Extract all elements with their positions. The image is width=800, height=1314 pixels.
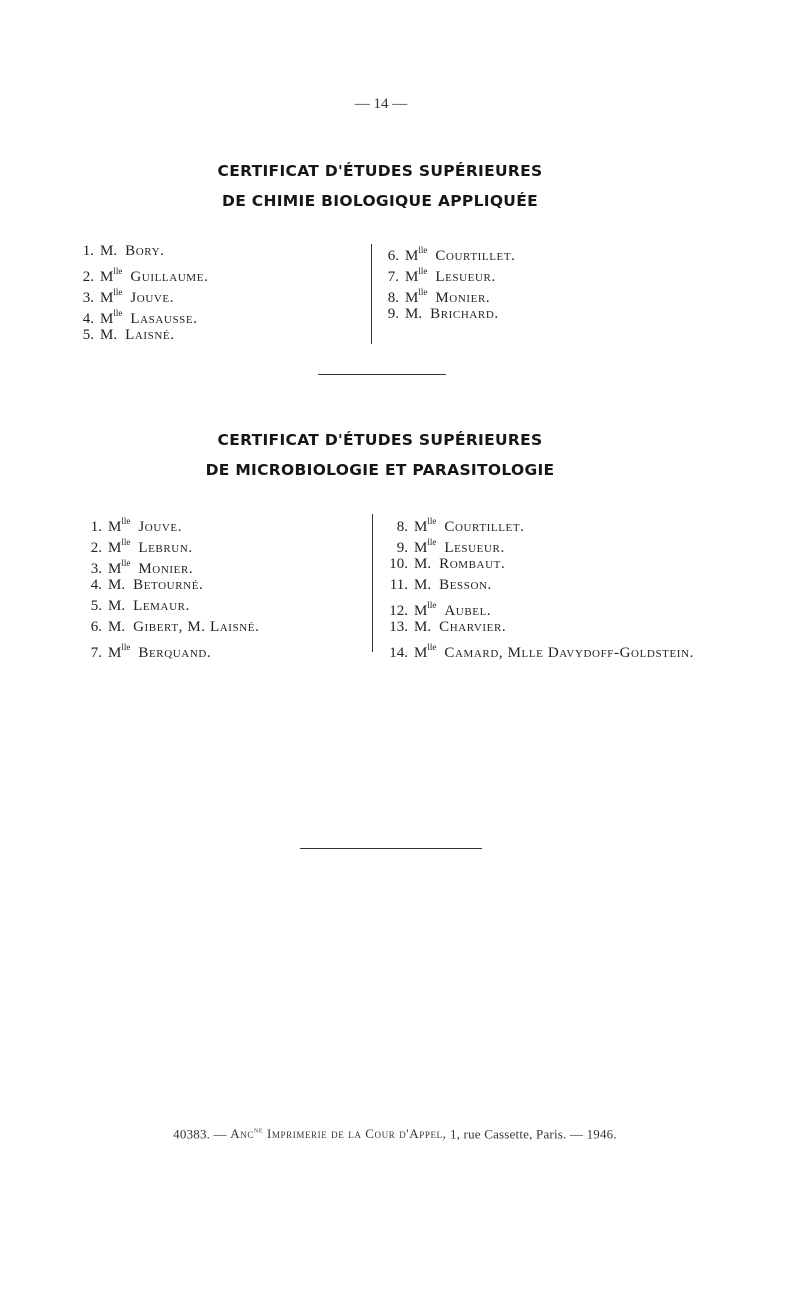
list-item [386, 617, 694, 638]
list-item [385, 241, 516, 262]
list-item-name: Rombaut. [439, 556, 506, 572]
list-item-number: 8. [396, 519, 408, 535]
list-item-title-main: M. [108, 619, 126, 635]
list-item-number: 2. [90, 540, 102, 556]
list-item-title-sup: lle [121, 516, 131, 526]
list-item-number: 13. [389, 619, 408, 635]
list-item [386, 575, 694, 596]
list-item-number: 3. [90, 561, 102, 577]
list-item-name: Lebrun. [138, 540, 193, 556]
list-item-title-main: M. [414, 556, 432, 572]
imprint-number: 40383. — [173, 1126, 227, 1142]
list-item-title-sup: lle [113, 308, 123, 318]
section2-left-list [88, 512, 259, 659]
list-item-name: Camard, Mlle Davydoff-Goldstein. [444, 645, 694, 661]
list-item-title [108, 598, 125, 614]
list-item-title-sup: lle [418, 266, 428, 276]
list-item-title-main: M [100, 311, 114, 327]
end-divider [300, 848, 482, 849]
list-item [386, 533, 694, 554]
list-item-number: 14. [389, 645, 408, 661]
list-item-number: 7. [90, 645, 102, 661]
list-item-title [108, 577, 125, 593]
list-item-number: 8. [387, 290, 399, 306]
list-item-title-sup: lle [427, 600, 437, 610]
list-item-name: Courtillet. [444, 519, 525, 535]
section2-column-separator [372, 514, 373, 652]
list-item-title [108, 642, 131, 661]
list-item-title-main: M [414, 540, 428, 556]
list-item-title [405, 306, 422, 322]
list-item-name: Lesueur. [435, 269, 496, 285]
list-item-name: Berquand. [138, 645, 212, 661]
imprint-printer-rest: Imprimerie de la Cour d'Appel, [267, 1126, 447, 1142]
section1-column-separator [371, 244, 372, 344]
list-item-title-main: M [108, 561, 122, 577]
list-item-title-sup: lle [121, 642, 131, 652]
list-item [80, 325, 208, 346]
list-item-title-main: M [414, 645, 428, 661]
list-item-name: Laisné. [125, 327, 175, 343]
list-item-name: Courtillet. [435, 248, 516, 264]
list-item-number: 1. [82, 243, 94, 259]
list-item-number: 1. [90, 519, 102, 535]
list-item [386, 638, 694, 659]
list-item-title [414, 577, 431, 593]
imprint-address: 1, rue Cassette, Paris. — 1946. [449, 1126, 617, 1142]
section2-right-list [386, 512, 694, 659]
list-item-title-main: M. [414, 577, 432, 593]
list-item-title-main: M [405, 248, 419, 264]
section1-right-list [385, 241, 516, 325]
list-item [386, 596, 694, 617]
list-item-title-sup: lle [113, 266, 123, 276]
list-item [88, 596, 259, 617]
list-item-title-main: M [414, 519, 428, 535]
list-item [88, 512, 259, 533]
list-item-name: Bory. [125, 243, 165, 259]
list-item-title-main: M [414, 603, 428, 619]
list-item-number: 11. [389, 577, 408, 593]
list-item-number: 5. [82, 327, 94, 343]
list-item [385, 283, 516, 304]
list-item-title-sup: lle [418, 245, 428, 255]
list-item [80, 304, 208, 325]
list-item-title-sup: lle [427, 537, 437, 547]
imprint-printer [230, 1126, 446, 1141]
list-item-title [414, 556, 431, 572]
list-item-title-main: M [108, 519, 122, 535]
imprint-printer-sup: ne [253, 1126, 264, 1135]
list-item-name: Lasausse. [130, 311, 198, 327]
list-item-title-sup: lle [427, 642, 437, 652]
list-item-name: Monier. [435, 290, 491, 306]
list-item-number: 4. [90, 577, 102, 593]
list-item-title-main: M [100, 269, 114, 285]
list-item-name: Jouve. [138, 519, 183, 535]
list-item-title-main: M. [108, 598, 126, 614]
list-item-title [100, 327, 117, 343]
list-item-title-sup: lle [121, 537, 131, 547]
list-item-name: Guillaume. [130, 269, 209, 285]
list-item-name: Jouve. [130, 290, 175, 306]
list-item-name: Monier. [138, 561, 194, 577]
list-item-name: Aubel. [444, 603, 492, 619]
list-item-title-main: M. [405, 306, 423, 322]
list-item-name: Lesueur. [444, 540, 505, 556]
list-item-name: Besson. [439, 577, 492, 593]
imprint-printer-abbr: Anc [230, 1126, 254, 1142]
list-item-title-main: M. [100, 327, 118, 343]
list-item-number: 6. [387, 248, 399, 264]
list-item-title [100, 243, 117, 259]
list-item [88, 533, 259, 554]
list-item-name: Gibert, M. Laisné. [133, 619, 260, 635]
list-item-title [414, 619, 431, 635]
list-item [80, 283, 208, 304]
list-item [80, 241, 208, 262]
list-item-title [108, 619, 125, 635]
section1-title-line1: CERTIFICAT D'ÉTUDES SUPÉRIEURES [217, 162, 543, 180]
section2-title-line2: DE MICROBIOLOGIE ET PARASITOLOGIE [205, 461, 555, 479]
list-item [386, 512, 694, 533]
list-item [385, 262, 516, 283]
list-item-number: 7. [387, 269, 399, 285]
section1-title-line2: DE CHIMIE BIOLOGIQUE APPLIQUÉE [222, 192, 538, 210]
list-item [88, 617, 259, 638]
list-item-title-sup: lle [113, 287, 123, 297]
list-item-number: 6. [90, 619, 102, 635]
list-item-name: Charvier. [439, 619, 507, 635]
list-item-title-sup: lle [121, 558, 131, 568]
list-item [385, 304, 516, 325]
list-item-number: 10. [389, 556, 408, 572]
list-item-number: 4. [82, 311, 94, 327]
list-item-title-main: M [108, 540, 122, 556]
list-item-title-main: M [108, 645, 122, 661]
list-item-number: 5. [90, 598, 102, 614]
section2-title-line1: CERTIFICAT D'ÉTUDES SUPÉRIEURES [217, 431, 543, 449]
list-item-title-main: M [405, 269, 419, 285]
list-item-name: Lemaur. [133, 598, 190, 614]
list-item-title-sup: lle [427, 516, 437, 526]
list-item-title [414, 642, 437, 661]
section1-left-list [80, 241, 208, 346]
page-number: — 14 — [354, 96, 408, 112]
list-item-title-main: M. [414, 619, 432, 635]
list-item-title-main: M [405, 290, 419, 306]
list-item-number: 2. [82, 269, 94, 285]
list-item-number: 3. [82, 290, 94, 306]
list-item-number: 12. [389, 603, 408, 619]
list-item-name: Brichard. [430, 306, 499, 322]
list-item [80, 262, 208, 283]
list-item [88, 554, 259, 575]
list-item-number: 9. [387, 306, 399, 322]
list-item-title-main: M. [108, 577, 126, 593]
list-item-title-sup: lle [418, 287, 428, 297]
list-item-title-main: M [100, 290, 114, 306]
list-item-number: 9. [396, 540, 408, 556]
list-item [386, 554, 694, 575]
imprint-line [0, 1126, 790, 1142]
list-item-name: Betourné. [133, 577, 204, 593]
list-item [88, 638, 259, 659]
list-item [88, 575, 259, 596]
list-item-title-main: M. [100, 243, 118, 259]
section-divider [318, 374, 446, 375]
